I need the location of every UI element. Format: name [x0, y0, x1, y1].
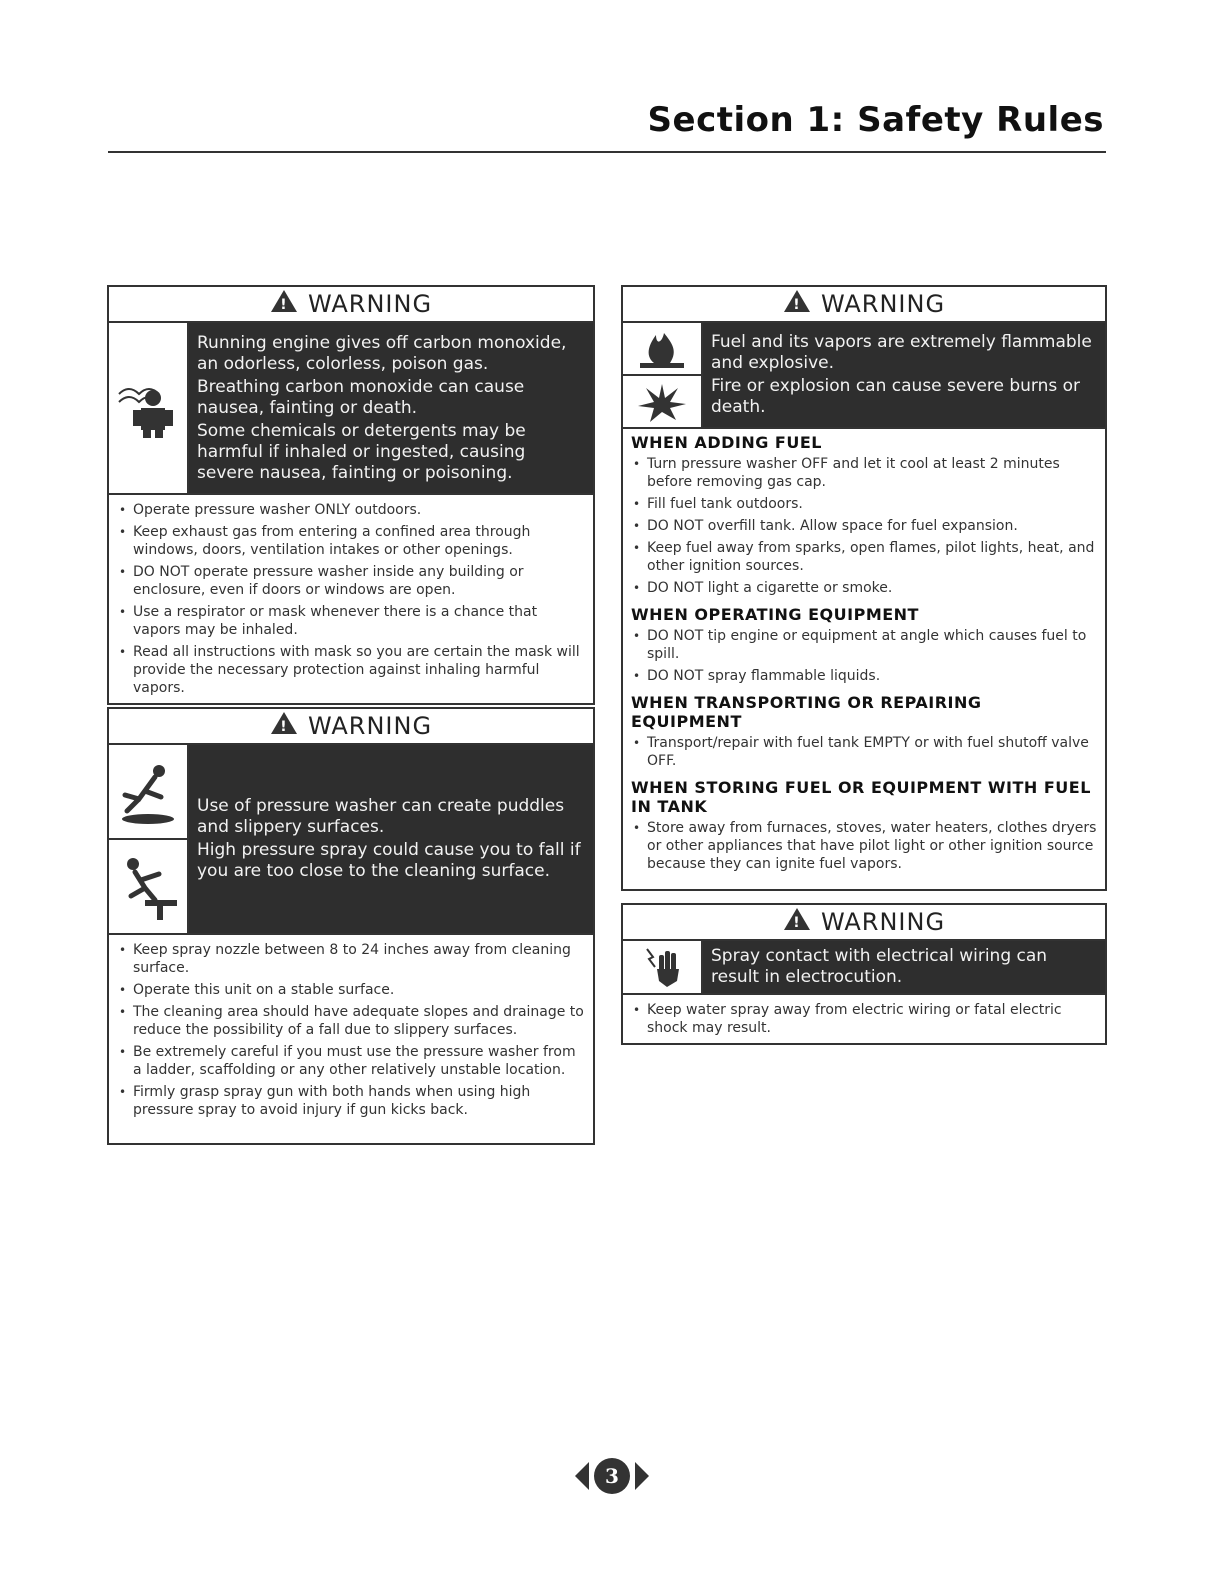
warning-heading-text: WARNING [820, 290, 946, 318]
warning-triangle-icon [783, 907, 811, 937]
safety-instructions [623, 624, 1105, 693]
warning-triangle-icon [783, 289, 811, 319]
fall-hazard-icon [109, 838, 187, 933]
list-item: • The cleaning area should have adequate slopes and drainage to reduce the possibility of a fall due to slippery surfaces. [119, 1003, 585, 1039]
exhaust-fumes-icon [109, 323, 187, 493]
hazard-statements [703, 941, 1105, 993]
list-item: • Keep exhaust gas from entering a confined area through windows, doors, ventilation intakes or other openings. [119, 523, 585, 559]
section-heading: WHEN OPERATING EQUIPMENT [631, 605, 919, 624]
slippery-surface-icon [109, 745, 187, 838]
hazard-statement: Use of pressure washer can create puddles and slippery surfaces. [197, 796, 565, 837]
list-item: • Use a respirator or mask whenever there is a chance that vapors may be inhaled. [119, 603, 585, 639]
fuel-instructions [623, 429, 1105, 881]
list-item: • DO NOT overfill tank. Allow space for fuel expansion. [633, 517, 1097, 535]
list-item: • Turn pressure washer OFF and let it cool at least 2 minutes before removing gas cap. [633, 455, 1097, 491]
list-item: • Operate this unit on a stable surface. [119, 981, 585, 999]
svg-text:!: ! [280, 719, 288, 735]
hazard-statement: Some chemicals or detergents may be harmful if inhaled or ingested, causing severe nausea, fainting or poisoning. [197, 420, 526, 483]
list-item: • DO NOT light a cigarette or smoke. [633, 579, 1097, 597]
warning-triangle-icon [270, 289, 298, 319]
list-item: • Fill fuel tank outdoors. [633, 495, 1097, 513]
hazard-row [109, 323, 593, 495]
warning-heading [623, 287, 1105, 323]
warning-heading [109, 287, 593, 323]
list-item: • Keep spray nozzle between 8 to 24 inches away from cleaning surface. [119, 941, 585, 977]
section-heading: WHEN STORING FUEL OR EQUIPMENT WITH FUEL IN TANK [631, 778, 1091, 816]
safety-instructions [109, 495, 593, 705]
warning-carbon-monoxide [107, 285, 595, 705]
list-item: • Be extremely careful if you must use the pressure washer from a ladder, scaffolding or any other relatively unstable location. [119, 1043, 585, 1079]
explosion-icon [623, 374, 701, 427]
safety-instructions [109, 935, 593, 1127]
hazard-icon-column [623, 941, 703, 993]
warning-heading-text: WARNING [307, 712, 433, 740]
svg-text:!: ! [793, 297, 801, 313]
title-divider [108, 151, 1106, 153]
hazard-statements [703, 323, 1105, 427]
hazard-statement: Spray contact with electrical wiring can result in electrocution. [711, 946, 1048, 987]
list-item: • Read all instructions with mask so you are certain the mask will provide the necessary protection against inhaling harmful vapors. [119, 643, 585, 697]
hazard-row [623, 941, 1105, 995]
hazard-statement: High pressure spray could cause you to fall if you are too close to the cleaning surface. [197, 840, 581, 881]
warning-fuel [621, 285, 1107, 891]
hazard-icon-column [623, 323, 703, 427]
list-item: • DO NOT spray flammable liquids. [633, 667, 1097, 685]
page-title: Section 1: Safety Rules [647, 100, 1104, 140]
warning-heading [623, 905, 1105, 941]
hazard-statements [189, 323, 593, 493]
section-heading: WHEN TRANSPORTING OR REPAIRING EQUIPMENT [631, 693, 982, 731]
hazard-icon-column [109, 745, 189, 933]
page-number: 3 [605, 1464, 619, 1488]
warning-heading [109, 709, 593, 745]
section-heading: WHEN ADDING FUEL [631, 433, 822, 452]
list-item: • Firmly grasp spray gun with both hands when using high pressure spray to avoid injury if gun kicks back. [119, 1083, 585, 1119]
list-item: • Keep water spray away from electric wiring or fatal electric shock may result. [633, 1001, 1097, 1037]
hazard-row [623, 323, 1105, 429]
safety-instructions [623, 816, 1105, 881]
safety-instructions [623, 452, 1105, 605]
fire-icon [623, 323, 701, 374]
list-item: • DO NOT tip engine or equipment at angle which causes fuel to spill. [633, 627, 1097, 663]
svg-text:!: ! [793, 915, 801, 931]
warning-heading-text: WARNING [820, 908, 946, 936]
svg-text:!: ! [280, 297, 288, 313]
list-item: • Operate pressure washer ONLY outdoors. [119, 501, 585, 519]
warning-electrical [621, 903, 1107, 1045]
safety-instructions [623, 995, 1105, 1045]
list-item: • Store away from furnaces, stoves, water heaters, clothes dryers or other appliances that have pilot light or other ignition source because they can ignite fuel vapors. [633, 819, 1097, 873]
hazard-statement: Fuel and its vapors are extremely flammable and explosive. [711, 332, 1092, 373]
list-item: • DO NOT operate pressure washer inside any building or enclosure, even if doors or windows are open. [119, 563, 585, 599]
hazard-statements [189, 745, 593, 933]
list-item: • Keep fuel away from sparks, open flames, pilot lights, heat, and other ignition sources. [633, 539, 1097, 575]
hazard-icon-column [109, 323, 189, 493]
hazard-row [109, 745, 593, 935]
electric-shock-icon [623, 941, 701, 993]
hazard-statement: Fire or explosion can cause severe burns or death. [711, 376, 1081, 417]
hazard-statement: Running engine gives off carbon monoxide, an odorless, colorless, poison gas. [197, 332, 567, 374]
page-number-badge [575, 1456, 649, 1500]
hazard-statement: Breathing carbon monoxide can cause nausea, fainting or death. [197, 376, 525, 418]
warning-heading-text: WARNING [307, 290, 433, 318]
safety-instructions [623, 731, 1105, 778]
warning-triangle-icon [270, 711, 298, 741]
warning-slippery-surfaces [107, 707, 595, 1145]
list-item: • Transport/repair with fuel tank EMPTY or with fuel shutoff valve OFF. [633, 734, 1097, 770]
